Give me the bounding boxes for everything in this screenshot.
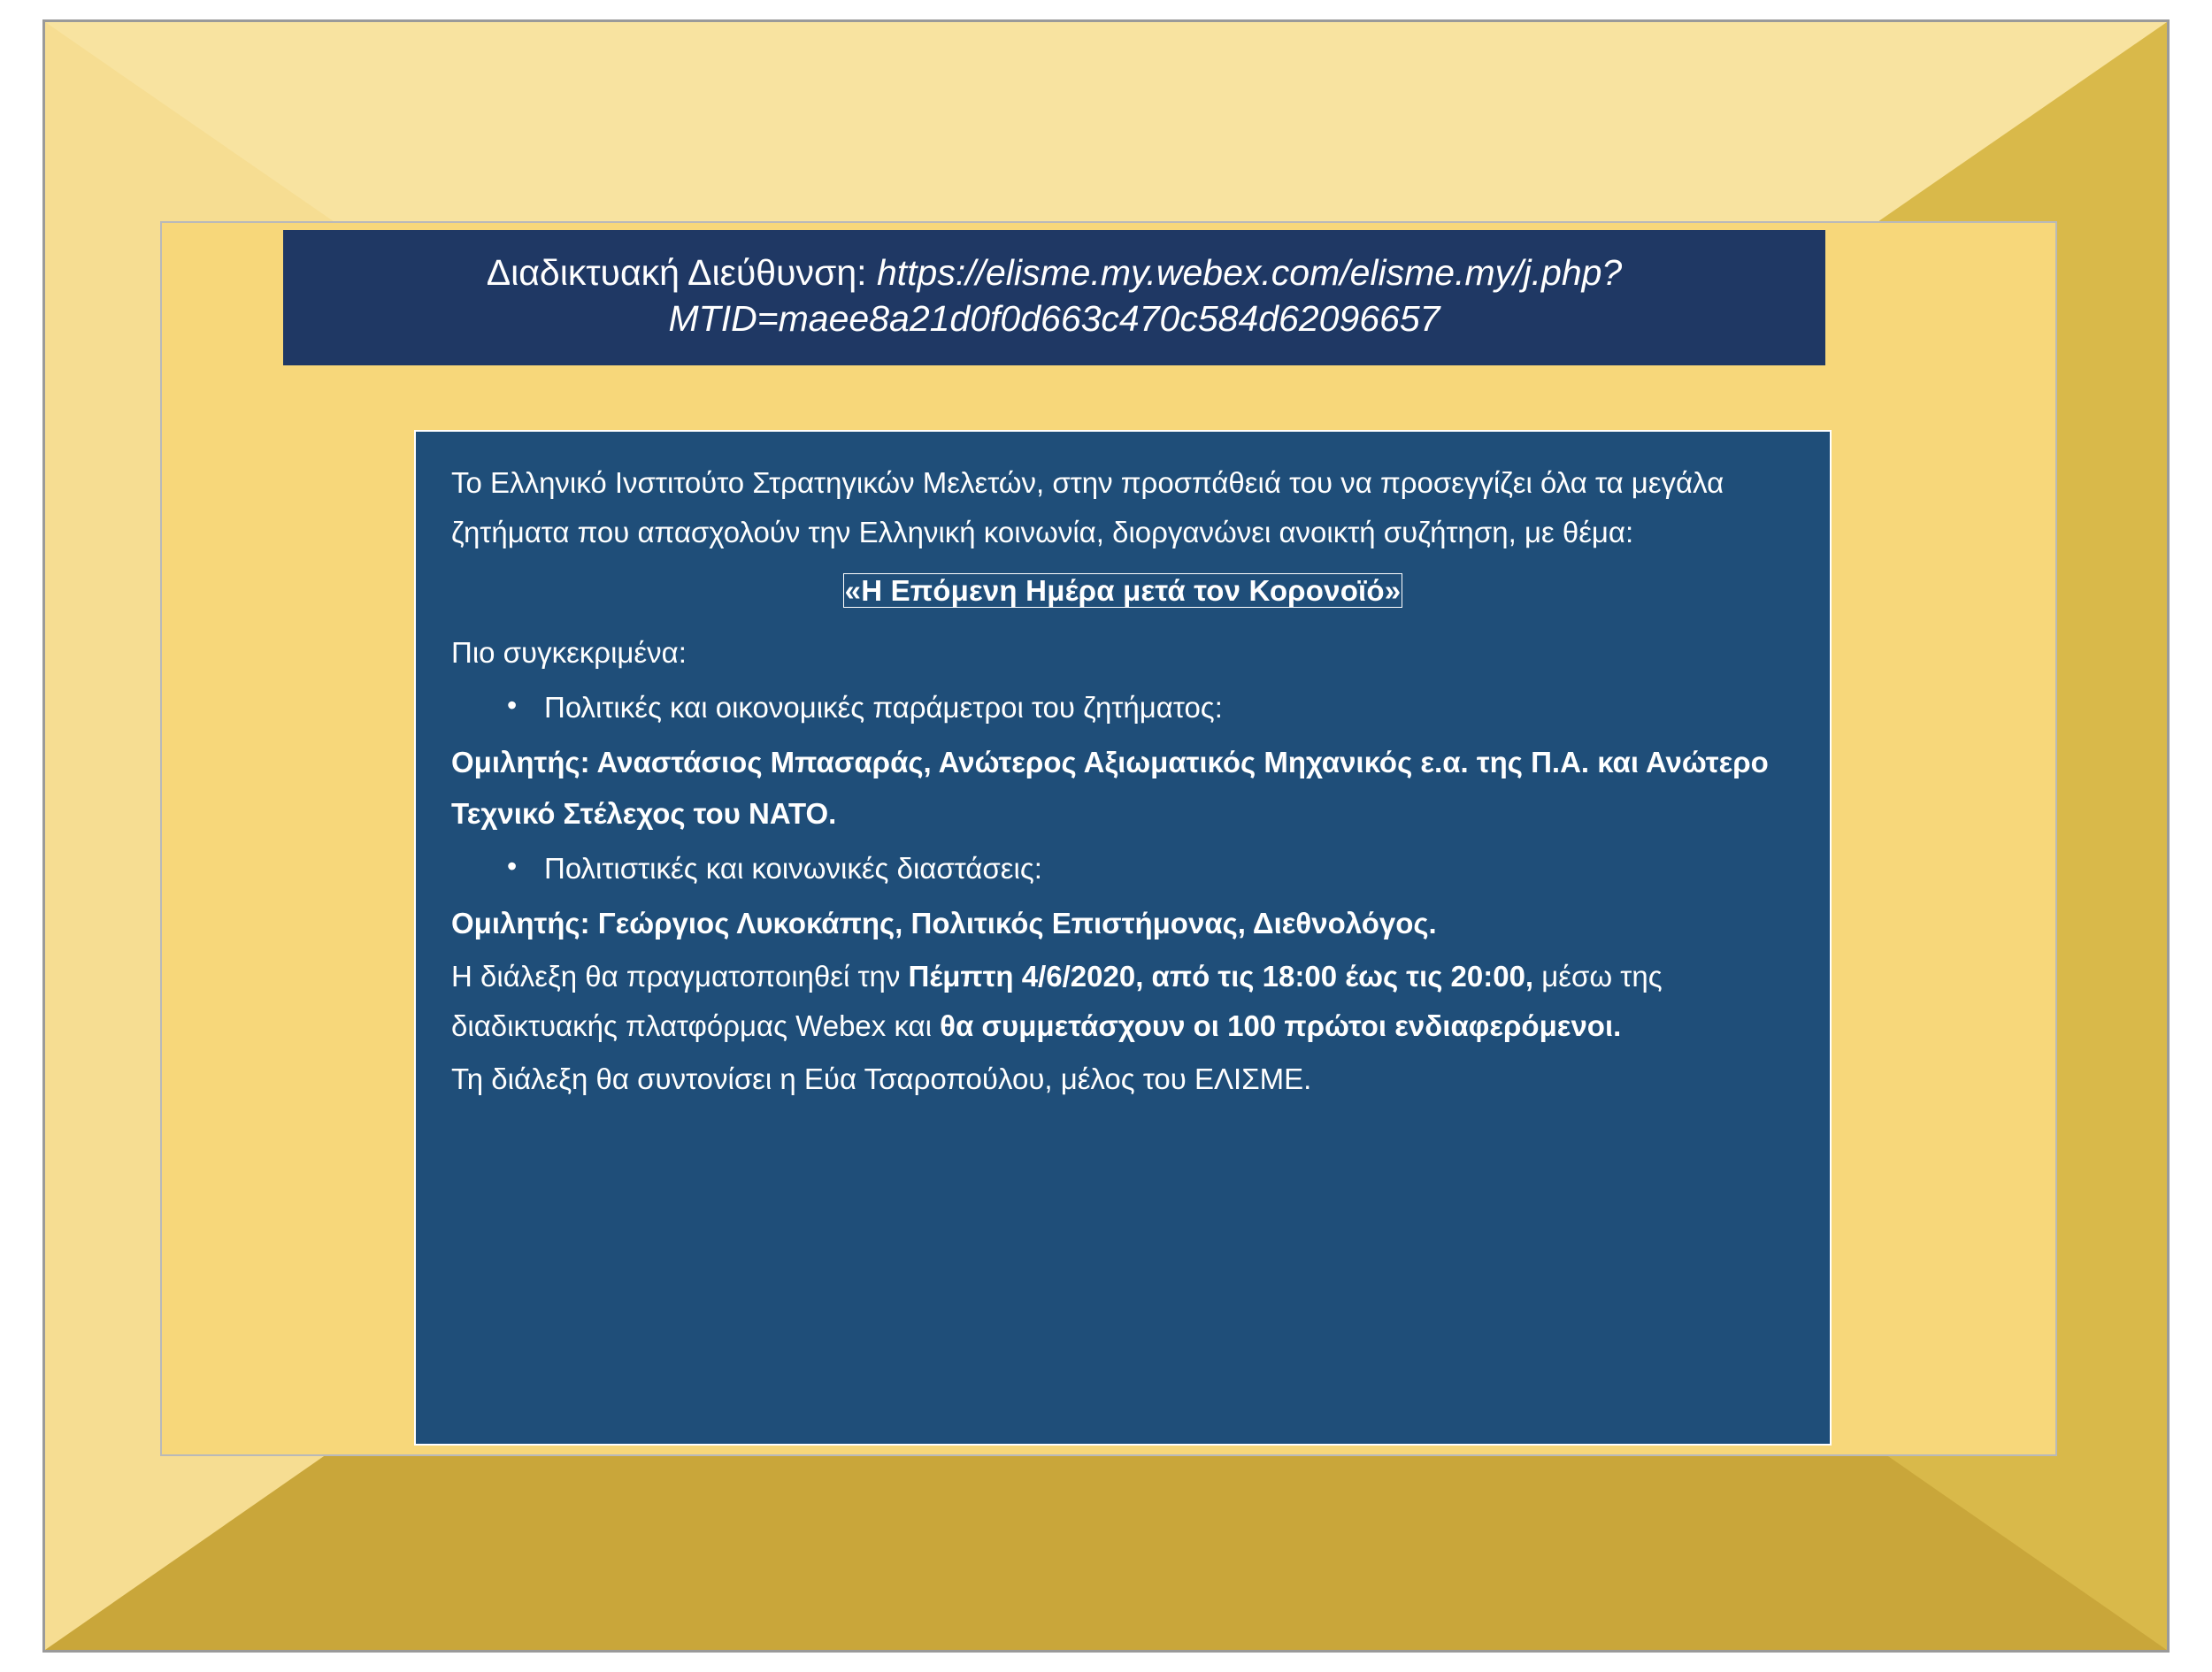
topic-list-1 — [451, 685, 1794, 732]
web-address-label: Διαδικτυακή Διεύθυνση: — [486, 252, 877, 293]
speaker-2: Ομιλητής: Γεώργιος Λυκοκάπης, Πολιτικός Επιστήμονας, Διεθνολόγος. — [451, 906, 1437, 940]
list-item: • Πολιτιστικές και κοινωνικές διαστάσεις: — [544, 846, 1794, 893]
topic-list-2 — [451, 846, 1794, 893]
event-datetime: Πέμπτη 4/6/2020, από τις 18:00 έως τις 20:00, — [908, 960, 1534, 993]
intro-paragraph: Το Ελληνικό Ινστιτούτο Στρατηγικών Μελετών, στην προσπάθειά του να προσεγγίζει όλα τα μεγάλα ζητήματα που απασχολούν την Ελληνική κοινωνία, διοργανώνει ανοικτή συζήτηση, με θέμα: — [451, 466, 1724, 549]
event-title: «Η Επόμενη Ημέρα μετά τον Κορονοϊό» — [844, 574, 1402, 608]
event-details — [451, 952, 1794, 1051]
list-item: • Πολιτικές και οικονομικές παράμετροι του ζητήματος: — [544, 685, 1794, 732]
event-capacity: θα συμμετάσχουν οι 100 πρώτοι ενδιαφερόμενοι. — [940, 1009, 1622, 1043]
event-details-part-1: Η διάλεξη θα πραγματοποιηθεί την — [451, 960, 909, 993]
more-specifically-label: Πιο συγκεκριμένα: — [451, 636, 687, 670]
announcement-panel — [414, 430, 1832, 1446]
event-title-line — [451, 566, 1794, 616]
web-address-url[interactable]: https://elisme.my.webex.com/elisme.my/j.php?MTID=maee8a21d0f0d663c470c584d62096657 — [668, 252, 1623, 340]
speaker-1: Ομιλητής: Αναστάσιος Μπασαράς, Ανώτερος Αξιωματικός Μηχανικός ε.α. της Π.Α. και Ανώτερο Τεχνικό Στέλεχος του ΝΑΤΟ. — [451, 746, 1769, 830]
moderator-line: Τη διάλεξη θα συντονίσει η Εύα Τσαροπούλου, μέλος του ΕΛΙΣΜΕ. — [451, 1062, 1312, 1096]
event-details-part-2: μέσω της διαδικτυακής πλατφόρμας Webex και — [451, 960, 1663, 1043]
web-address-banner — [283, 230, 1825, 365]
